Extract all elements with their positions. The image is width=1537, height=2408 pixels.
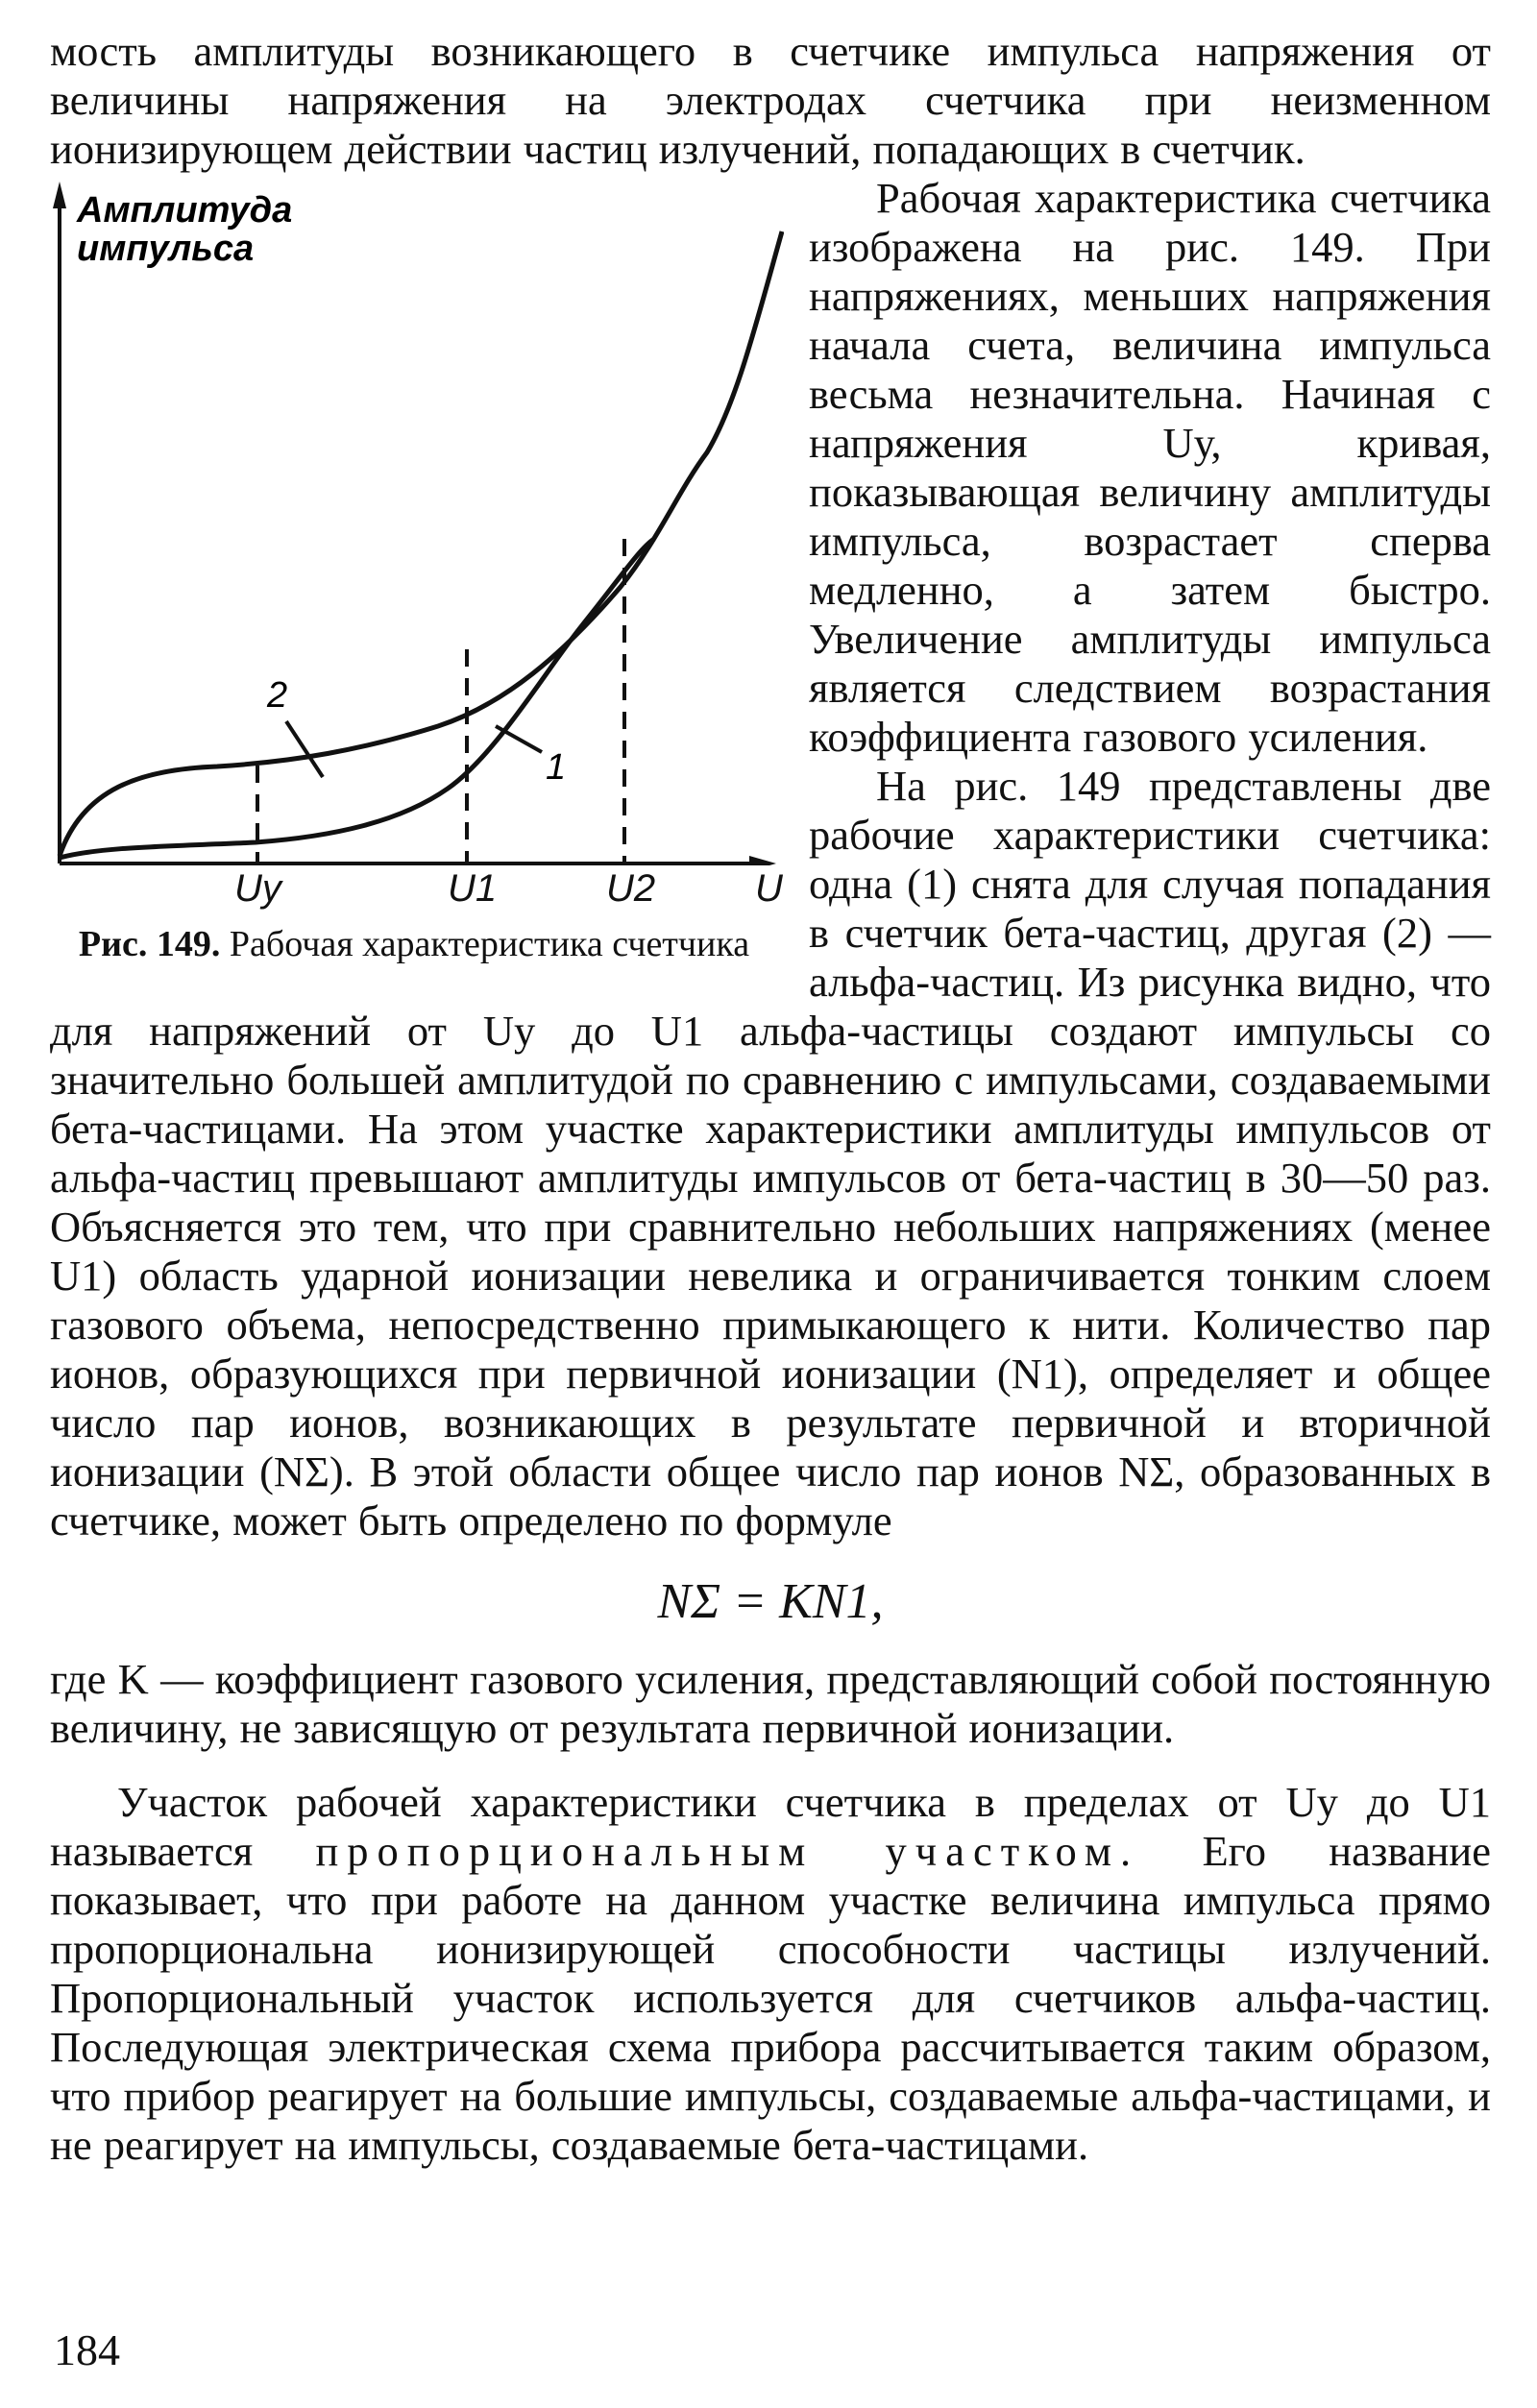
x-axis-label: U [755,867,783,910]
paragraph-4 [50,1778,1491,2170]
figure-149 [44,174,784,969]
paragraph-2: На рис. 149 представлены две рабочие характеристики счетчика: одна (1) снята для случая попадания в счетчик бета-частиц, другая (2) — альфа-частиц. Из рисунка видно, что для напряжений от Uу до U1 альфа-частицы создают импульсы со значительно большей амплитудой по сравнению с импульсами, создаваемыми бета-частицами. На этом участке характеристики амплитуды импульсов от альфа-частиц превышают амплитуды импульсов от бета-частиц в 30—50 раз. Объясняется это тем, что при сравнительно небольших напряжениях (менее U1) область ударной ионизации невелика и ограничивается тонким слоем газового объема, непосредственно примыкающего к нити. Количество пар ионов, образующихся при первичной ионизации (N1), определяет и общее число пар ионов, возникающих в результате первичной и вторичной ионизации (NΣ). В этой области общее число пар ионов NΣ, образованных в счетчике, может быть определено по формуле [50,762,1491,1545]
curve-2-alpha [60,231,782,856]
tick-label-u1: U1 [448,867,498,910]
paragraph-4-start: Участок рабочей характеристики счетчика в пределах от Uу до U1 называется [50,1778,1491,1875]
paragraph-3: где K — коэффициент газового усиления, представляющий собой постоянную величину, не зависящую от результата первичной ионизации. [50,1655,1491,1752]
curve-1-beta [60,539,654,858]
caption-text: Рабочая характеристика счетчика [229,924,750,964]
page-number: 184 [54,2325,120,2374]
tick-label-uy: Uy [234,867,281,910]
curve-2-leader [286,721,323,777]
tick-label-u2: U2 [606,867,656,910]
curve-2-label: 2 [267,675,288,716]
page [50,27,1491,2170]
emphasized-term: пропорциональным участком. [315,1827,1140,1875]
y-axis-label-line1: Амплитуда [77,190,293,231]
y-axis-label-line2: импульса [77,229,255,269]
caption-number: Рис. 149. [78,924,221,964]
paragraph-4-end: Его название показывает, что при работе на данном участке величина импульса прямо пропорциональна ионизирующей способности частицы излучений. Пропорциональный участок используется для счетчиков альфа-частиц. Последующая электрическая схема прибора рассчитывается таким образом, что прибор реагирует на большие импульсы, создаваемые альфа-частицами, и не реагирует на импульсы, создаваемые бета-частицами. [50,1827,1491,2169]
figure-caption [44,923,784,965]
x-axis-arrow [749,856,776,865]
paragraph-1: Рабочая характеристика счетчика изображена на рис. 149. При напряжениях, меньших напряжения начала счета, величина импульса весьма незначительна. Начиная с напряжения Uу, кривая, показывающая величину амплитуды импульса, возрастает сперва медленно, а затем быстро. Увеличение амплитуды импульса является следствием возрастания коэффициента газового усиления. [809,174,1491,761]
formula: NΣ = KN1, [657,1574,884,1629]
intro-paragraph: мость амплитуды возникающего в счетчике импульса напряжения от величины напряжения на электродах счетчика при неизменном ионизирующем действии частиц излучений, попадающих в счетчик. [50,27,1491,173]
curve-1-leader [496,726,542,752]
y-axis-arrow [53,182,66,208]
curve-1-label: 1 [546,747,567,788]
characteristic-chart [44,174,784,865]
